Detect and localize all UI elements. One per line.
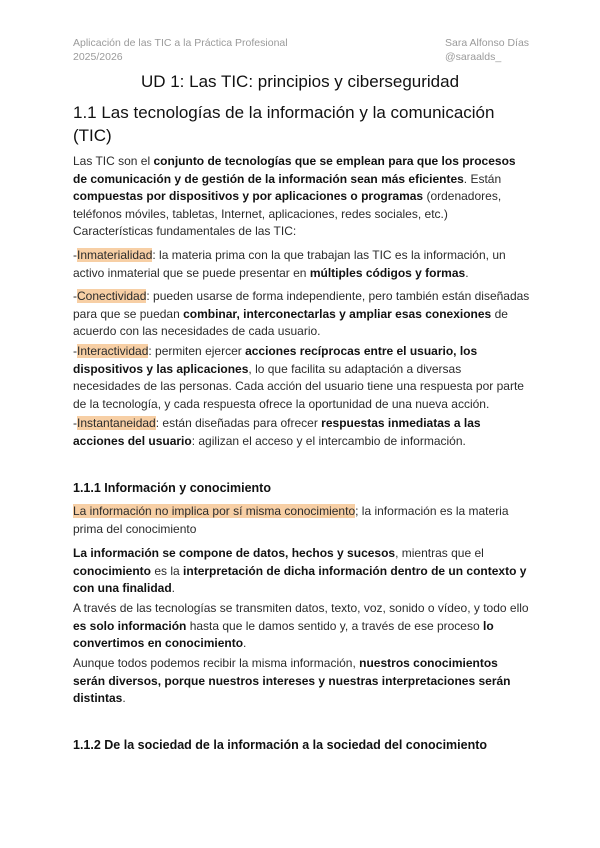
highlighted-sentence: La información no implica por sí misma conocimiento xyxy=(73,504,356,518)
highlighted-term: Conectividad xyxy=(77,289,147,303)
text-run: . xyxy=(171,581,176,595)
text-run: : pueden usarse de forma independiente, pero también están diseñadas para que se puedan xyxy=(73,289,530,321)
info-knowledge-paragraph-3 xyxy=(73,600,531,653)
section-title: 1.1 Las tecnologías de la información y la comunicación (TIC) xyxy=(73,103,495,145)
bold-run: interpretación de dicha información dentro de un contexto y con una finalidad xyxy=(73,563,527,595)
text-run: : están diseñadas para ofrecer xyxy=(155,416,322,430)
characteristic-inmaterialidad xyxy=(73,247,531,282)
dash: - xyxy=(73,289,77,303)
info-knowledge-paragraph-4 xyxy=(73,655,531,708)
dash: - xyxy=(73,248,77,262)
text-run: , lo que facilita su adaptación a diversas necesidades de las personas. Cada acción del usuario tiene una respuesta por parte de la tecnología, y cada respuesta ofrece la oportunidad de una nueva acción. xyxy=(73,361,524,411)
bold-run: acciones recíprocas entre el usuario, los dispositivos y las aplicaciones xyxy=(73,344,478,376)
text-run: . xyxy=(122,691,126,705)
text-run: Las TIC son el xyxy=(73,154,154,168)
author-name: Sara Alfonso Días xyxy=(445,37,530,49)
text-run: : permiten ejercer xyxy=(148,344,246,358)
characteristics-intro: Características fundamentales de las TIC: xyxy=(73,224,297,238)
characteristic-interactividad xyxy=(73,343,531,413)
text-run: (ordenadores, teléfonos móviles, tabletas, Internet, aplicaciones, redes sociales, etc.) xyxy=(73,189,502,221)
bold-run: nuestros conocimientos serán diversos, porque nuestros intereses y nuestras interpretaciones serán distintas xyxy=(73,656,511,705)
bold-run: conjunto de tecnologías que se emplean para que los procesos de comunicación y de gestión de la información sean más eficientes xyxy=(73,154,516,186)
intro-paragraph xyxy=(73,153,531,223)
bold-run: múltiples códigos y formas xyxy=(309,265,466,280)
text-run: A través de las tecnologías se transmiten datos, texto, voz, sonido o vídeo, y todo ello xyxy=(73,601,529,615)
text-run: Aunque todos podemos recibir la misma información, xyxy=(73,656,360,670)
bold-run: La información se compone de datos, hechos y sucesos xyxy=(73,546,396,560)
bold-run: conocimiento xyxy=(73,563,152,578)
subsection-title-1-1-1: 1.1.1 Información y conocimiento xyxy=(73,481,271,495)
dash: - xyxy=(73,416,77,430)
highlighted-term: Instantaneidad xyxy=(77,416,156,430)
course-name: Aplicación de las TIC a la Práctica Profesional xyxy=(73,37,288,49)
highlighted-term: Interactividad xyxy=(77,344,149,358)
text-run: , mientras que el xyxy=(395,546,484,560)
page-header-left xyxy=(73,36,288,64)
text-run: . Están xyxy=(463,171,502,186)
dash: - xyxy=(73,344,77,358)
text-run: es la xyxy=(151,563,184,578)
text-run: hasta que le damos sentido y, a través de ese proceso xyxy=(186,618,483,633)
text-run: ; la información es la materia prima del conocimiento xyxy=(73,504,509,536)
text-run: : la materia prima con la que trabajan las TIC es la información, un activo inmaterial que se puede presentar en xyxy=(73,248,506,280)
highlighted-term: Inmaterialidad xyxy=(77,248,153,262)
author-handle: @saraalds_ xyxy=(445,51,502,63)
characteristic-conectividad xyxy=(73,288,531,341)
page-header-right xyxy=(445,36,529,64)
text-run: . xyxy=(465,265,469,280)
info-knowledge-paragraph-2 xyxy=(73,545,531,598)
unit-title: UD 1: Las TIC: principios y ciberseguridad xyxy=(140,72,460,91)
info-knowledge-paragraph-1 xyxy=(73,503,531,538)
course-year: 2025/2026 xyxy=(73,51,123,63)
text-run: . xyxy=(243,636,247,650)
text-run: de acuerdo con las necesidades de cada usuario. xyxy=(73,306,508,338)
bold-run: compuestas por dispositivos y por aplicaciones o programas xyxy=(73,189,424,203)
characteristic-instantaneidad xyxy=(73,415,531,450)
bold-run: es solo información xyxy=(73,618,187,633)
bold-run: respuestas inmediatas a las acciones del usuario xyxy=(73,416,481,448)
bold-run: combinar, interconectarlas y ampliar esas conexiones xyxy=(183,306,492,321)
subsection-title-1-1-2: 1.1.2 De la sociedad de la información a la sociedad del conocimiento xyxy=(73,738,488,752)
text-run: : agilizan el acceso y el intercambio de información. xyxy=(191,433,466,448)
bold-run: lo convertimos en conocimiento xyxy=(73,618,494,650)
